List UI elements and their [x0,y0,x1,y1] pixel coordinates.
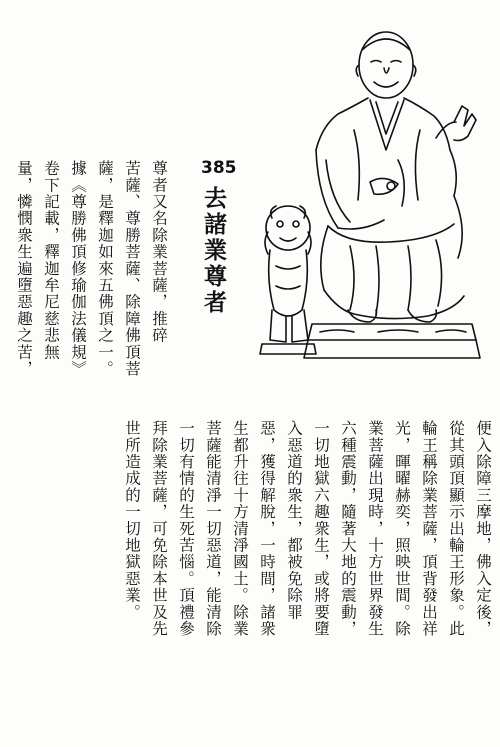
text-column: 光，暉曜赫奕，照映世間。除 [393,420,411,638]
text-column: 生都升往十方清淨國土。除業 [231,420,249,638]
text-column: 卷下記載，釋迦牟尼慈悲無 [42,160,60,361]
text-column: 惡，獲得解脫，一時間，諸衆 [258,420,276,638]
text-column: 便入除障三摩地，佛入定後， [474,420,492,638]
text-column: 輪王稱除業菩薩，頂背發出祥 [420,420,438,638]
text-column: 一切有情的生死苦惱。頂禮參 [177,420,195,638]
entry-number: 385 [201,158,237,178]
text-column: 拜除業菩薩，可免除本世及先 [150,420,168,638]
intro-text-block [10,160,172,405]
text-column: 薩，是釋迦如來五佛頂之一。 [96,160,114,378]
text-column: 尊者又名除業菩薩，推碎 [150,160,168,344]
entry-title: 去諸業尊者 [200,186,227,316]
text-column: 量，憐憫衆生遍墮惡趣之苦， [15,160,33,378]
text-column: 菩薩能清淨一切惡道，能清除 [204,420,222,638]
text-column: 業菩薩出現時，十方世界發生 [366,420,384,638]
text-column: 入惡道的衆生，都被免除罪 [285,420,303,621]
text-column: 六種震動，隨著大地的震動， [339,420,357,638]
text-column: 據《尊勝佛頂修瑜伽法儀規》 [69,160,87,378]
text-column: 苦薩、尊勝菩薩、除障佛頂菩 [123,160,141,378]
main-text-block [118,420,496,720]
arhat-illustration [258,10,490,382]
text-column: 從其頭頂顯示出輪王形象。此 [447,420,465,638]
text-column: 一切地獄六趣衆生，或將要墮 [312,420,330,638]
text-column: 世所造成的一切地獄惡業。 [123,420,141,621]
